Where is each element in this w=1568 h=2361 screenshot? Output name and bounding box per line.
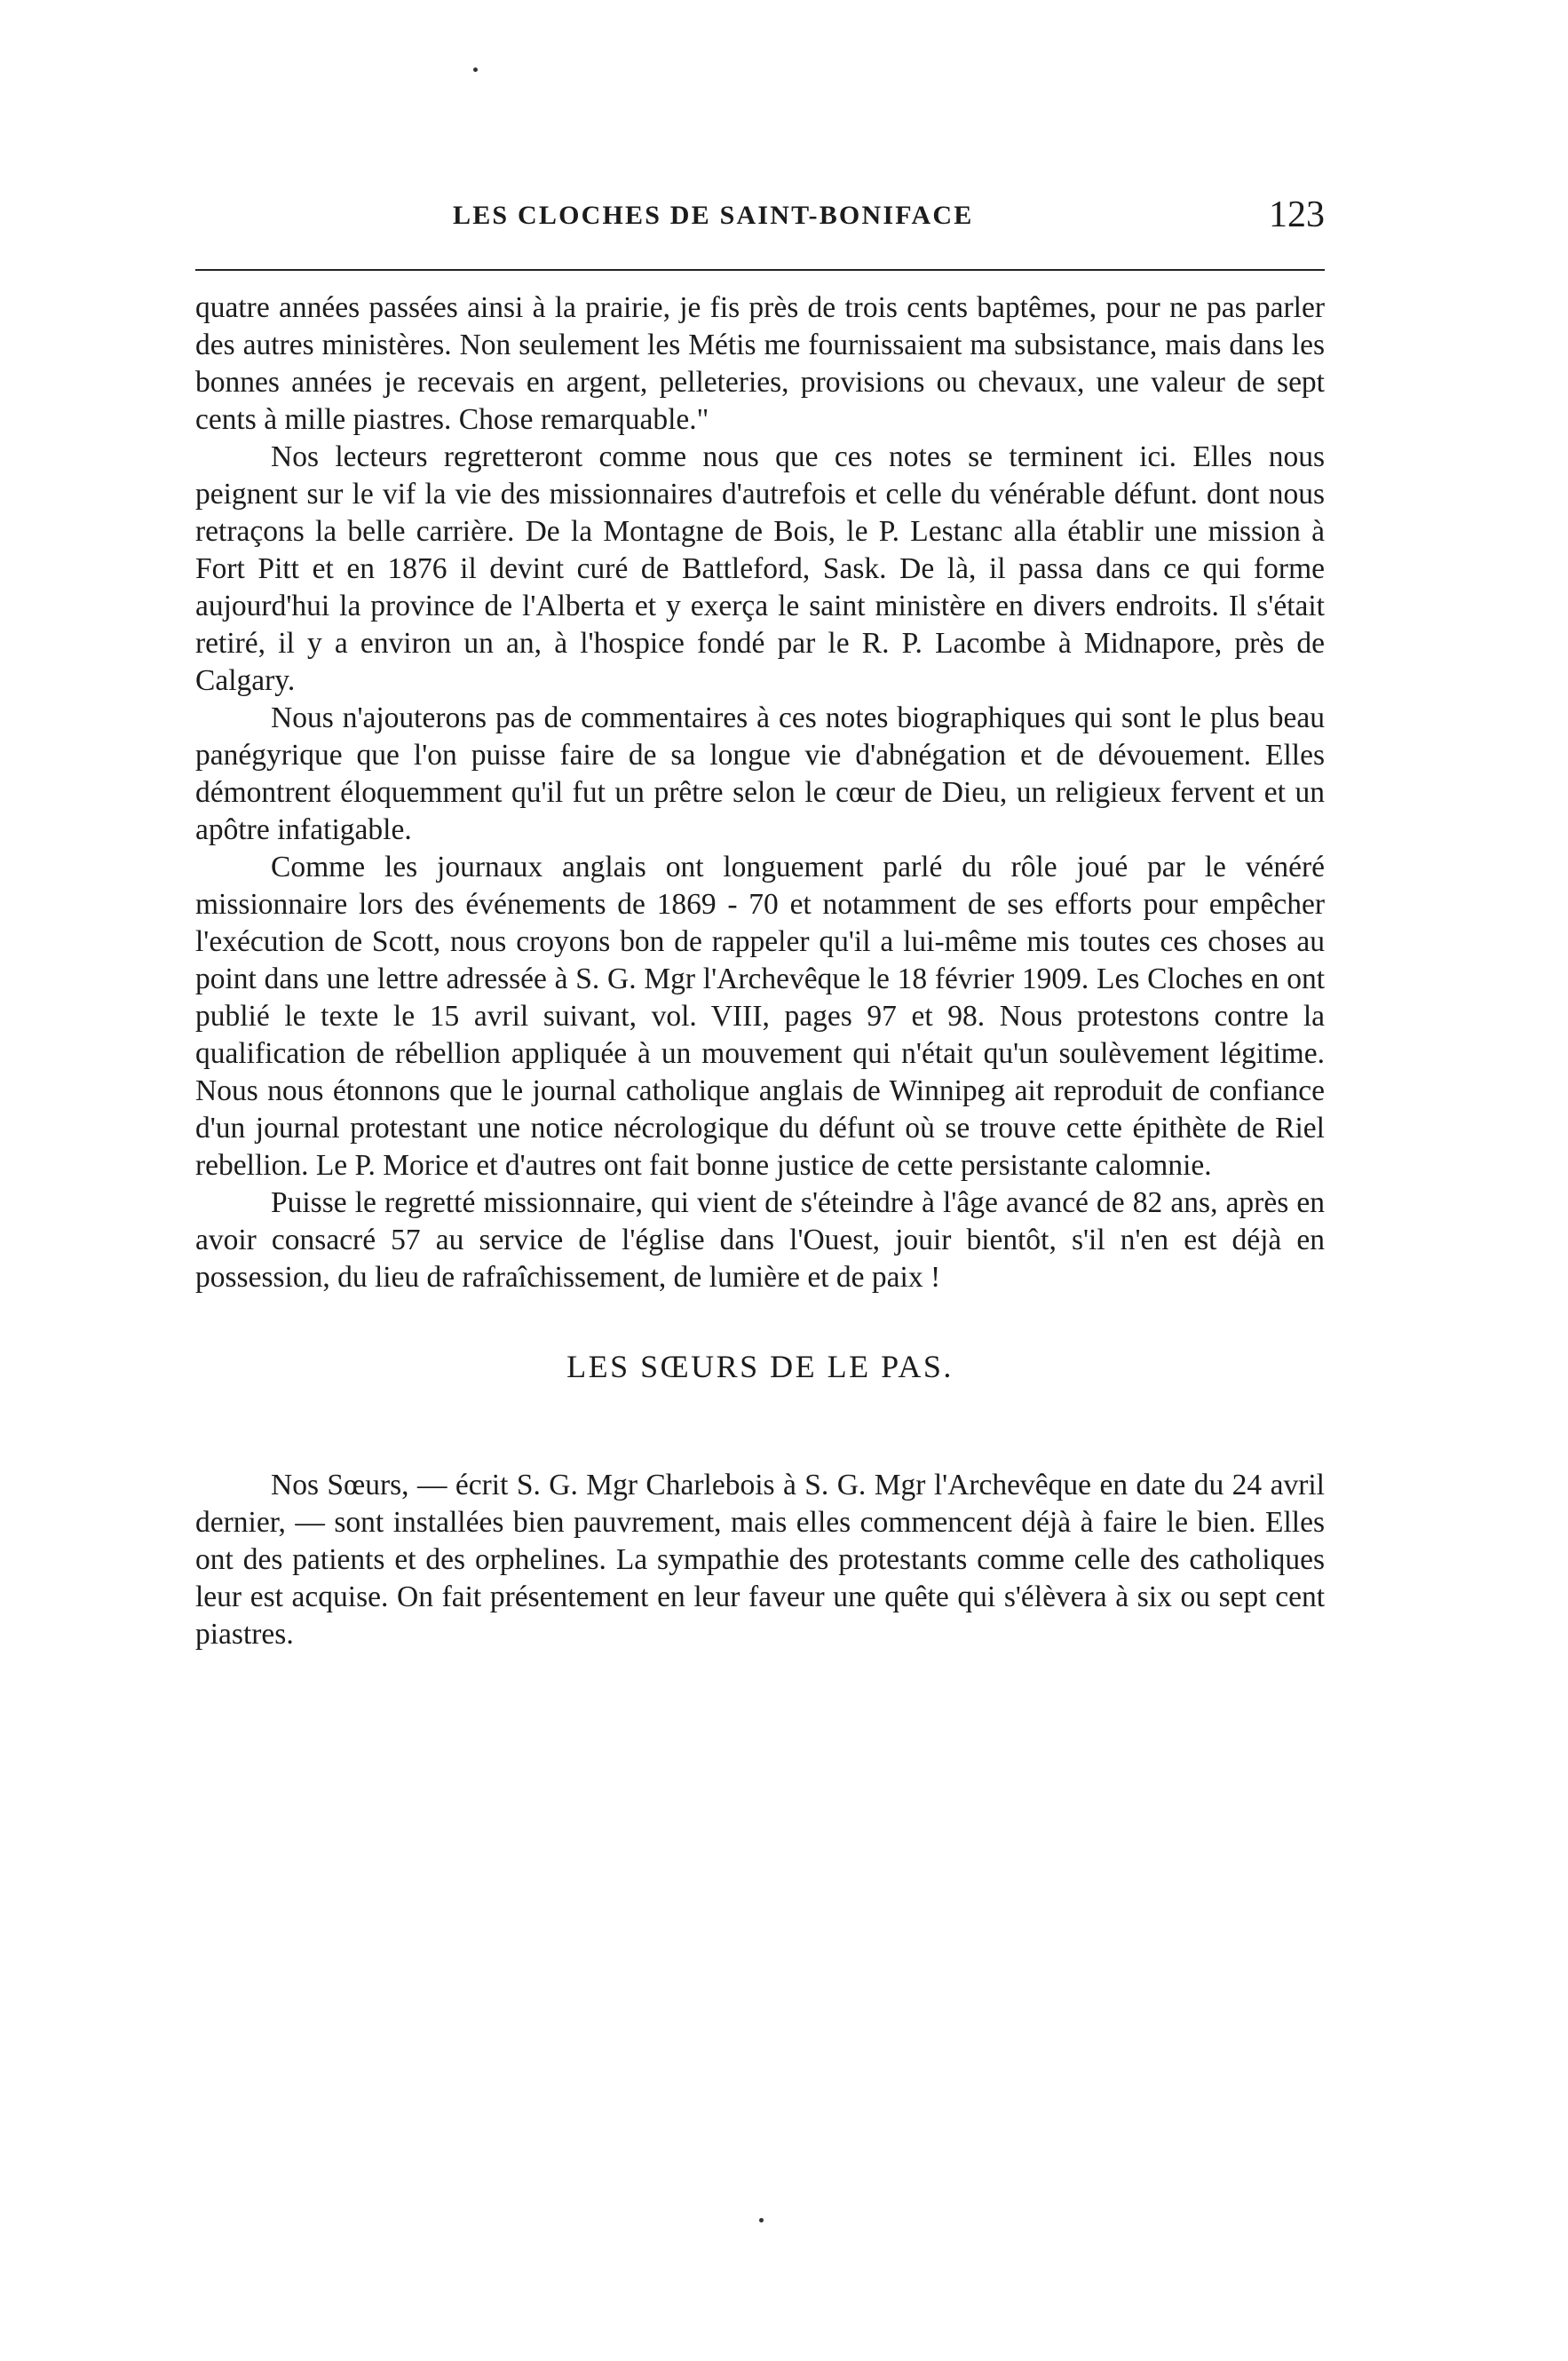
page-number: 123: [1269, 194, 1325, 235]
paragraph: Comme les journaux anglais ont longuement parlé du rôle joué par le vénéré missionnaire lors des événements de 1869 - 70 et notamment de ses efforts pour empêcher l'exécution de Scott, nous croyons bon de rappeler qu'il a lui-même mis toutes ces choses au point dans une lettre adressée à S. G. Mgr l'Archevêque le 18 février 1909. Les Cloches en ont publié le texte le 15 avril suivant, vol. VIII, pages 97 et 98. Nous protestons contre la qualification de rébellion appliquée à un mouvement qui n'était qu'un soulèvement légitime. Nous nous étonnons que le journal catholique anglais de Winnipeg ait reproduit de confiance d'un journal protestant une notice nécrologique du défunt où se trouve cette épithète de Riel rebellion. Le P. Morice et d'autres ont fait bonne justice de cette persistante calomnie.: [195, 851, 1325, 1182]
section-heading: LES SŒURS DE LE PAS.: [566, 1349, 954, 1384]
header-rule: [195, 269, 1325, 271]
paragraph: Nos Sœurs, — écrit S. G. Mgr Charlebois à S. G. Mgr l'Archevêque en date du 24 avril dernier, — sont installées bien pauvrement, mais elles commencent déjà à faire le bien. Elles ont des patients et des orphelines. La sympathie des protestants comme celle des catholiques leur est acquise. On fait présentement en leur faveur une quête qui s'élèvera à six ou sept cent piastres.: [195, 1469, 1325, 1651]
paragraph: quatre années passées ainsi à la prairie, je fis près de trois cents baptêmes, pour ne pas parler des autres ministères. Non seulement les Métis me fournissaient ma subsistance, mais dans les bonnes années je recevais en argent, pelleteries, provisions ou chevaux, une valeur de sept cents à mille piastres. Chose remarquable.": [195, 291, 1325, 436]
ink-speck: [759, 2218, 764, 2222]
article-body: [195, 289, 1325, 1296]
paragraph: Nous n'ajouterons pas de commentaires à ces notes biographiques qui sont le plus beau panégyrique que l'on puisse faire de sa longue vie d'abnégation et de dévouement. Elles démontrent éloquemment qu'il fut un prêtre selon le cœur de Dieu, un religieux fervent et un apôtre infatigable.: [195, 701, 1325, 846]
running-title: LES CLOCHES DE SAINT-BONIFACE: [453, 201, 974, 230]
ink-speck: [473, 67, 478, 72]
paragraph: Puisse le regretté missionnaire, qui vient de s'éteindre à l'âge avancé de 82 ans, après en avoir consacré 57 au service de l'église dans l'Ouest, jouir bientôt, s'il n'en est déjà en possession, du lieu de rafraîchissement, de lumière et de paix !: [195, 1186, 1325, 1294]
section-body: [195, 1467, 1325, 1653]
running-head: [195, 194, 1325, 263]
paragraph: Nos lecteurs regretteront comme nous que ces notes se terminent ici. Elles nous peignent sur le vif la vie des missionnaires d'autrefois et celle du vénérable défunt. dont nous retraçons la belle carrière. De la Montagne de Bois, le P. Lestanc alla établir une mission à Fort Pitt et en 1876 il devint curé de Battleford, Sask. De là, il passa dans ce qui forme aujourd'hui la province de l'Alberta et y exerça le saint ministère en divers endroits. Il s'était retiré, il y a environ un an, à l'hospice fondé par le R. P. Lacombe à Midnapore, près de Calgary.: [195, 440, 1325, 697]
